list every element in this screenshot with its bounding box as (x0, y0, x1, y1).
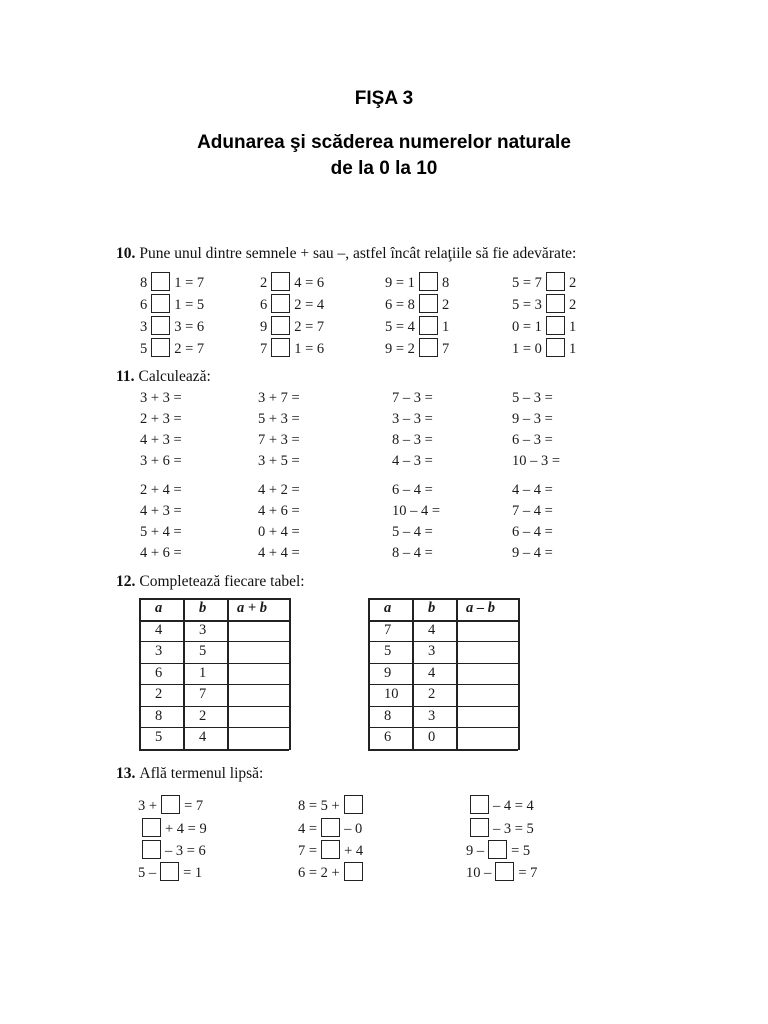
ex11-expression: 5 + 4 = (140, 524, 182, 540)
ex11-expression: 4 + 3 = (140, 503, 182, 519)
table-cell: 7 (384, 621, 392, 638)
equation-left: 7 (260, 341, 268, 357)
equation-right: 2 = 7 (174, 341, 205, 357)
ex13-equation (298, 862, 367, 882)
ex12-number: 12. (116, 573, 136, 590)
ex11-number: 11. (116, 368, 135, 385)
answer-box[interactable] (271, 272, 290, 291)
answer-box[interactable] (161, 795, 180, 814)
table-cell: 3 (428, 707, 436, 724)
equation-right: 7 (441, 341, 450, 357)
answer-box[interactable] (151, 272, 170, 291)
ex13-equation (138, 795, 203, 815)
ex11-expression: 3 + 3 = (140, 390, 182, 406)
equation-left: 6 (260, 297, 268, 313)
equation-left: 9 = 2 (385, 341, 415, 357)
ex11-expression: 3 + 7 = (258, 390, 300, 406)
worksheet-title: FIŞA 3 (354, 88, 414, 109)
ex11-expression: 7 – 4 = (512, 503, 553, 519)
equation-left: 3 + (138, 798, 158, 814)
equation-right: 2 (441, 297, 450, 313)
ex11-expression: 3 + 6 = (140, 453, 182, 469)
table-rule (139, 641, 289, 642)
ex11-expression: 6 – 3 = (512, 432, 553, 448)
ex13-equation (138, 862, 202, 882)
equation-right: – 3 = 6 (165, 843, 206, 859)
answer-box[interactable] (271, 338, 290, 357)
table-cell: 5 (155, 729, 163, 745)
table-rule (139, 663, 289, 664)
ex11-expression: 10 – 4 = (392, 503, 441, 519)
ex10-equation (385, 316, 449, 336)
ex13-heading (116, 765, 263, 783)
answer-box[interactable] (546, 272, 565, 291)
answer-box[interactable] (160, 862, 179, 881)
equation-left: 10 – (466, 865, 492, 881)
answer-box[interactable] (546, 316, 565, 335)
answer-box[interactable] (142, 840, 161, 859)
equation-left: 3 (140, 319, 148, 335)
table-rule (139, 727, 289, 728)
equation-right: 2 (568, 297, 577, 313)
table-cell: 7 (199, 686, 207, 702)
equation-right: + 4 = 9 (165, 821, 207, 837)
equation-right: = 5 (511, 843, 531, 859)
equation-left: 6 (140, 297, 148, 313)
table-header-cell: a + b (237, 600, 268, 616)
ex10-equation (140, 338, 204, 358)
ex11-expression: 4 + 2 = (258, 482, 300, 498)
equation-right: = 1 (183, 865, 203, 881)
ex11-expression: 0 + 4 = (258, 524, 300, 540)
answer-box[interactable] (344, 795, 363, 814)
table-cell: 5 (199, 643, 207, 659)
ex13-equation (466, 818, 534, 838)
equation-right: – 0 (344, 821, 363, 837)
ex11-expression: 7 – 3 = (392, 390, 433, 406)
equation-left: 5 – (138, 865, 157, 881)
ex11-expression: 8 – 3 = (392, 432, 433, 448)
table-cell: 4 (428, 664, 436, 681)
equation-left: 1 = 0 (512, 341, 542, 357)
table-header-cell: a (384, 600, 392, 616)
ex13-equation (466, 840, 530, 860)
ex13-equation (138, 818, 207, 838)
equation-left: 5 = 7 (512, 275, 542, 291)
answer-box[interactable] (488, 840, 507, 859)
table-cell: 3 (199, 621, 207, 638)
table-rule (139, 706, 289, 707)
table-rule (368, 684, 518, 685)
ex10-equation (260, 272, 324, 292)
answer-box[interactable] (470, 818, 489, 837)
ex10-instruction: Pune unul dintre semnele + sau –, astfel încât relaţiile să fie adevărate: (139, 245, 577, 262)
table-rule (139, 749, 289, 751)
ex11-expression: 6 – 4 = (512, 524, 553, 540)
equation-left: 5 (140, 341, 148, 357)
ex13-equation (466, 795, 534, 815)
table-cell: 3 (428, 643, 436, 659)
ex10-equation (140, 294, 204, 314)
table-header-cell: b (428, 600, 436, 616)
equation-right: 1 = 7 (174, 275, 205, 291)
ex11-expression: 4 + 3 = (140, 432, 182, 448)
ex11-expression: 7 + 3 = (258, 432, 300, 448)
ex10-equation (140, 272, 204, 292)
table-cell: 5 (384, 643, 392, 659)
table-cell: 3 (155, 643, 163, 659)
answer-box[interactable] (419, 316, 438, 335)
ex10-number: 10. (116, 245, 136, 262)
table-cell: 2 (428, 686, 436, 702)
ex10-equation (512, 338, 576, 358)
ex11-expression: 6 – 4 = (392, 482, 433, 498)
equation-right: 2 = 4 (294, 297, 325, 313)
table-cell: 0 (428, 729, 436, 745)
ex13-instruction: Află termenul lipsă: (139, 765, 264, 782)
ex11-expression: 5 – 4 = (392, 524, 433, 540)
ex10-equation (385, 272, 449, 292)
table-rule (368, 727, 518, 728)
ex10-equation (140, 316, 204, 336)
answer-box[interactable] (271, 316, 290, 335)
table-header-cell: b (199, 600, 207, 616)
ex11-expression: 9 – 3 = (512, 411, 553, 427)
ex11-expression: 2 + 4 = (140, 482, 182, 498)
equation-left: 9 = 1 (385, 275, 415, 291)
ex13-equation (298, 795, 367, 815)
ex10-equation (260, 338, 324, 358)
ex13-equation (298, 840, 363, 860)
equation-right: 1 = 5 (174, 297, 205, 313)
table-cell: 1 (199, 664, 207, 681)
ex10-equation (260, 316, 324, 336)
ex12-heading (116, 573, 305, 591)
equation-left: 2 (260, 275, 268, 291)
ex10-heading (116, 245, 576, 263)
table-rule (289, 598, 291, 750)
equation-left: 5 = 4 (385, 319, 415, 335)
ex11-expression: 5 – 3 = (512, 390, 553, 406)
table-cell: 9 (384, 664, 392, 681)
ex10-equation (512, 316, 576, 336)
ex10-equation (512, 294, 576, 314)
ex10-equation (385, 338, 449, 358)
equation-right: 2 (568, 275, 577, 291)
answer-box[interactable] (419, 272, 438, 291)
answer-box[interactable] (321, 840, 340, 859)
table-rule (139, 684, 289, 685)
ex11-instruction: Calculează: (138, 368, 211, 385)
table-rule (456, 598, 458, 750)
answer-box[interactable] (321, 818, 340, 837)
ex10-equation (260, 294, 324, 314)
ex13-number: 13. (116, 765, 136, 782)
ex11-expression: 9 – 4 = (512, 545, 553, 561)
ex10-equation (512, 272, 576, 292)
equation-right: – 4 = 4 (493, 798, 534, 814)
table-cell: 8 (384, 707, 392, 724)
equation-left: 5 = 3 (512, 297, 542, 313)
table-cell: 4 (199, 729, 207, 745)
equation-left: 9 (260, 319, 268, 335)
table-cell: 10 (384, 686, 399, 702)
table-rule (227, 598, 229, 750)
table-cell: 6 (155, 664, 163, 681)
table-rule (368, 663, 518, 664)
subtitle-line-1: Adunarea şi scăderea numerelor naturale (197, 132, 571, 153)
subtitle-line-2: de la 0 la 10 (330, 158, 438, 179)
ex13-equation (298, 818, 362, 838)
table-header-cell: a – b (466, 600, 495, 616)
ex11-expression: 10 – 3 = (512, 453, 561, 469)
equation-right: 1 (568, 341, 577, 357)
table-rule (368, 749, 518, 751)
answer-box[interactable] (546, 338, 565, 357)
ex11-expression: 4 + 6 = (258, 503, 300, 519)
ex11-expression: 3 + 5 = (258, 453, 300, 469)
table-rule (368, 641, 518, 642)
ex11-expression: 8 – 4 = (392, 545, 433, 561)
answer-box[interactable] (271, 294, 290, 313)
equation-right: + 4 (344, 843, 364, 859)
equation-left: 8 (140, 275, 148, 291)
answer-box[interactable] (495, 862, 514, 881)
table-header-cell: a (155, 600, 163, 616)
ex11-expression: 5 + 3 = (258, 411, 300, 427)
equation-right: 8 (441, 275, 450, 291)
ex11-expression: 2 + 3 = (140, 411, 182, 427)
table-cell: 2 (155, 686, 163, 702)
equation-right: 4 = 6 (294, 275, 325, 291)
ex11-expression: 4 – 4 = (512, 482, 553, 498)
equation-right: – 3 = 5 (493, 821, 534, 837)
equation-right: 2 = 7 (294, 319, 325, 335)
worksheet-subtitle (0, 130, 768, 182)
table-cell: 2 (199, 707, 207, 724)
table-rule (368, 706, 518, 707)
table-cell: 8 (155, 707, 163, 724)
ex13-equation (138, 840, 206, 860)
table-rule (518, 598, 520, 750)
ex10-equation (385, 294, 449, 314)
answer-box[interactable] (151, 294, 170, 313)
equation-left: 4 = (298, 821, 318, 837)
ex13-equation (466, 862, 537, 882)
equation-right: 1 = 6 (294, 341, 325, 357)
table-rule (183, 598, 185, 750)
table-rule (368, 598, 370, 750)
equation-right: 1 (441, 319, 450, 335)
ex11-expression: 4 + 4 = (258, 545, 300, 561)
equation-left: 6 = 2 + (298, 865, 340, 881)
answer-box[interactable] (419, 338, 438, 357)
table-rule (412, 598, 414, 750)
table-cell: 4 (155, 621, 163, 638)
equation-left: 8 = 5 + (298, 798, 340, 814)
equation-left: 9 – (466, 843, 485, 859)
answer-box[interactable] (419, 294, 438, 313)
table-rule (139, 598, 141, 750)
equation-right: = 7 (184, 798, 204, 814)
equation-left: 7 = (298, 843, 318, 859)
equation-right: 1 (568, 319, 577, 335)
answer-box[interactable] (151, 316, 170, 335)
table-cell: 6 (384, 729, 392, 745)
answer-box[interactable] (142, 818, 161, 837)
equation-left: 6 = 8 (385, 297, 415, 313)
answer-box[interactable] (151, 338, 170, 357)
ex11-expression: 3 – 3 = (392, 411, 433, 427)
ex12-instruction: Completează fiecare tabel: (139, 573, 305, 590)
answer-box[interactable] (470, 795, 489, 814)
table-cell: 4 (428, 621, 436, 638)
ex11-expression: 4 – 3 = (392, 453, 433, 469)
answer-box[interactable] (546, 294, 565, 313)
ex11-expression: 4 + 6 = (140, 545, 182, 561)
ex11-heading (116, 368, 211, 386)
equation-left: 0 = 1 (512, 319, 542, 335)
equation-right: 3 = 6 (174, 319, 205, 335)
equation-right: = 7 (518, 865, 538, 881)
answer-box[interactable] (344, 862, 363, 881)
